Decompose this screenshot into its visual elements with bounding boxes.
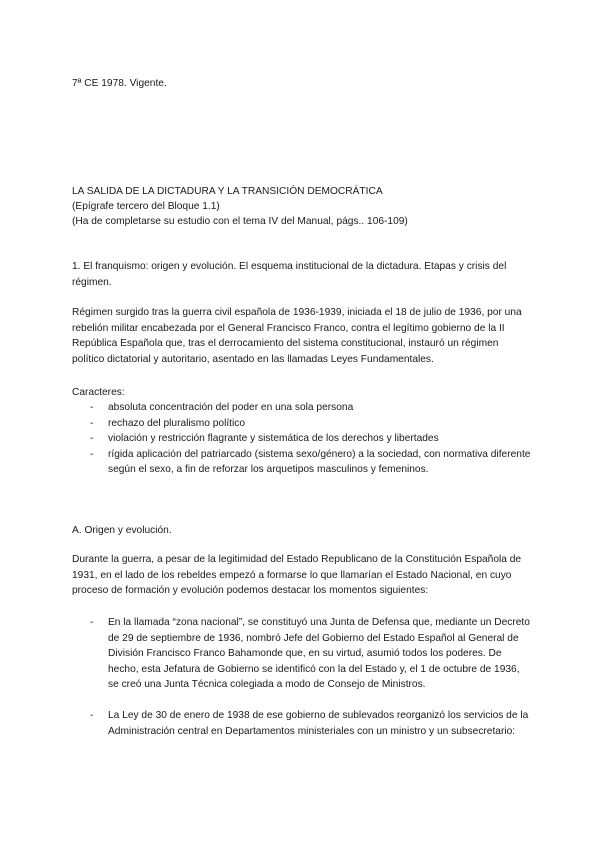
list-item: - rígida aplicación del patriarcado (sistema sexo/género) a la sociedad, con normativa diferente según el sexo, a fin de reforzar los arquetipos masculinos y femeninos. xyxy=(72,447,532,478)
momentos-list xyxy=(72,615,532,739)
intro-paragraph: Régimen surgido tras la guerra civil española de 1936-1939, iniciada el 18 de julio de 1936, por una rebelión militar encabezada por el General Francisco Franco, contra el legítimo gobierno de la II República Española que, tras el derrocamiento del sistema constitucional, instauró un régimen político dictatorial y autoritario, asentado en las llamadas Leyes Fundamentales. xyxy=(72,307,522,365)
caracteres-list xyxy=(72,400,532,478)
document-reference: (Ha de completarse su estudio con el tema IV del Manual, págs.. 106-109) xyxy=(72,216,408,227)
section-a-heading: A. Origen y evolución. xyxy=(72,525,172,536)
caracteres-label: Caracteres: xyxy=(72,387,125,398)
list-item: - absoluta concentración del poder en una sola persona xyxy=(72,400,532,416)
header-note: 7ª CE 1978. Vigente. xyxy=(72,78,167,89)
list-item: - rechazo del pluralismo político xyxy=(72,416,532,432)
section-a-paragraph: Durante la guerra, a pesar de la legitimidad del Estado Republicano de la Constitución Española de 1931, en el lado de los rebeldes empezó a formarse lo que llamarían el Estado Nacional, en cuyo proceso de formación y evolución podemos destacar los momentos siguientes: xyxy=(72,554,522,597)
section-1-heading: 1. El franquismo: origen y evolución. El esquema institucional de la dictadura. Etapas y crisis del régimen. xyxy=(72,261,507,288)
list-item: - En la llamada “zona nacional”, se constituyó una Junta de Defensa que, mediante un Decreto de 29 de septiembre de 1936, nombró Jefe del Gobierno del Estado Español al General de División Francisco Franco Bahamonde que, en su virtud, asumió todos los poderes. De hecho, esta Jefatura de Gobierno se identificó con la del Estado y, el 1 de octubre de 1936, se creó una Junta Técnica colegiada a modo de Consejo de Ministros. xyxy=(72,615,532,693)
document-subtitle: (Epígrafe tercero del Bloque 1.1) xyxy=(72,201,220,212)
document-title: LA SALIDA DE LA DICTADURA Y LA TRANSICIÓN DEMOCRÁTICA xyxy=(72,186,383,197)
list-item: - violación y restricción flagrante y sistemática de los derechos y libertades xyxy=(72,431,532,447)
list-item: - La Ley de 30 de enero de 1938 de ese gobierno de sublevados reorganizó los servicios de la Administración central en Departamentos ministeriales con un ministro y un subsecretario: xyxy=(72,708,532,739)
